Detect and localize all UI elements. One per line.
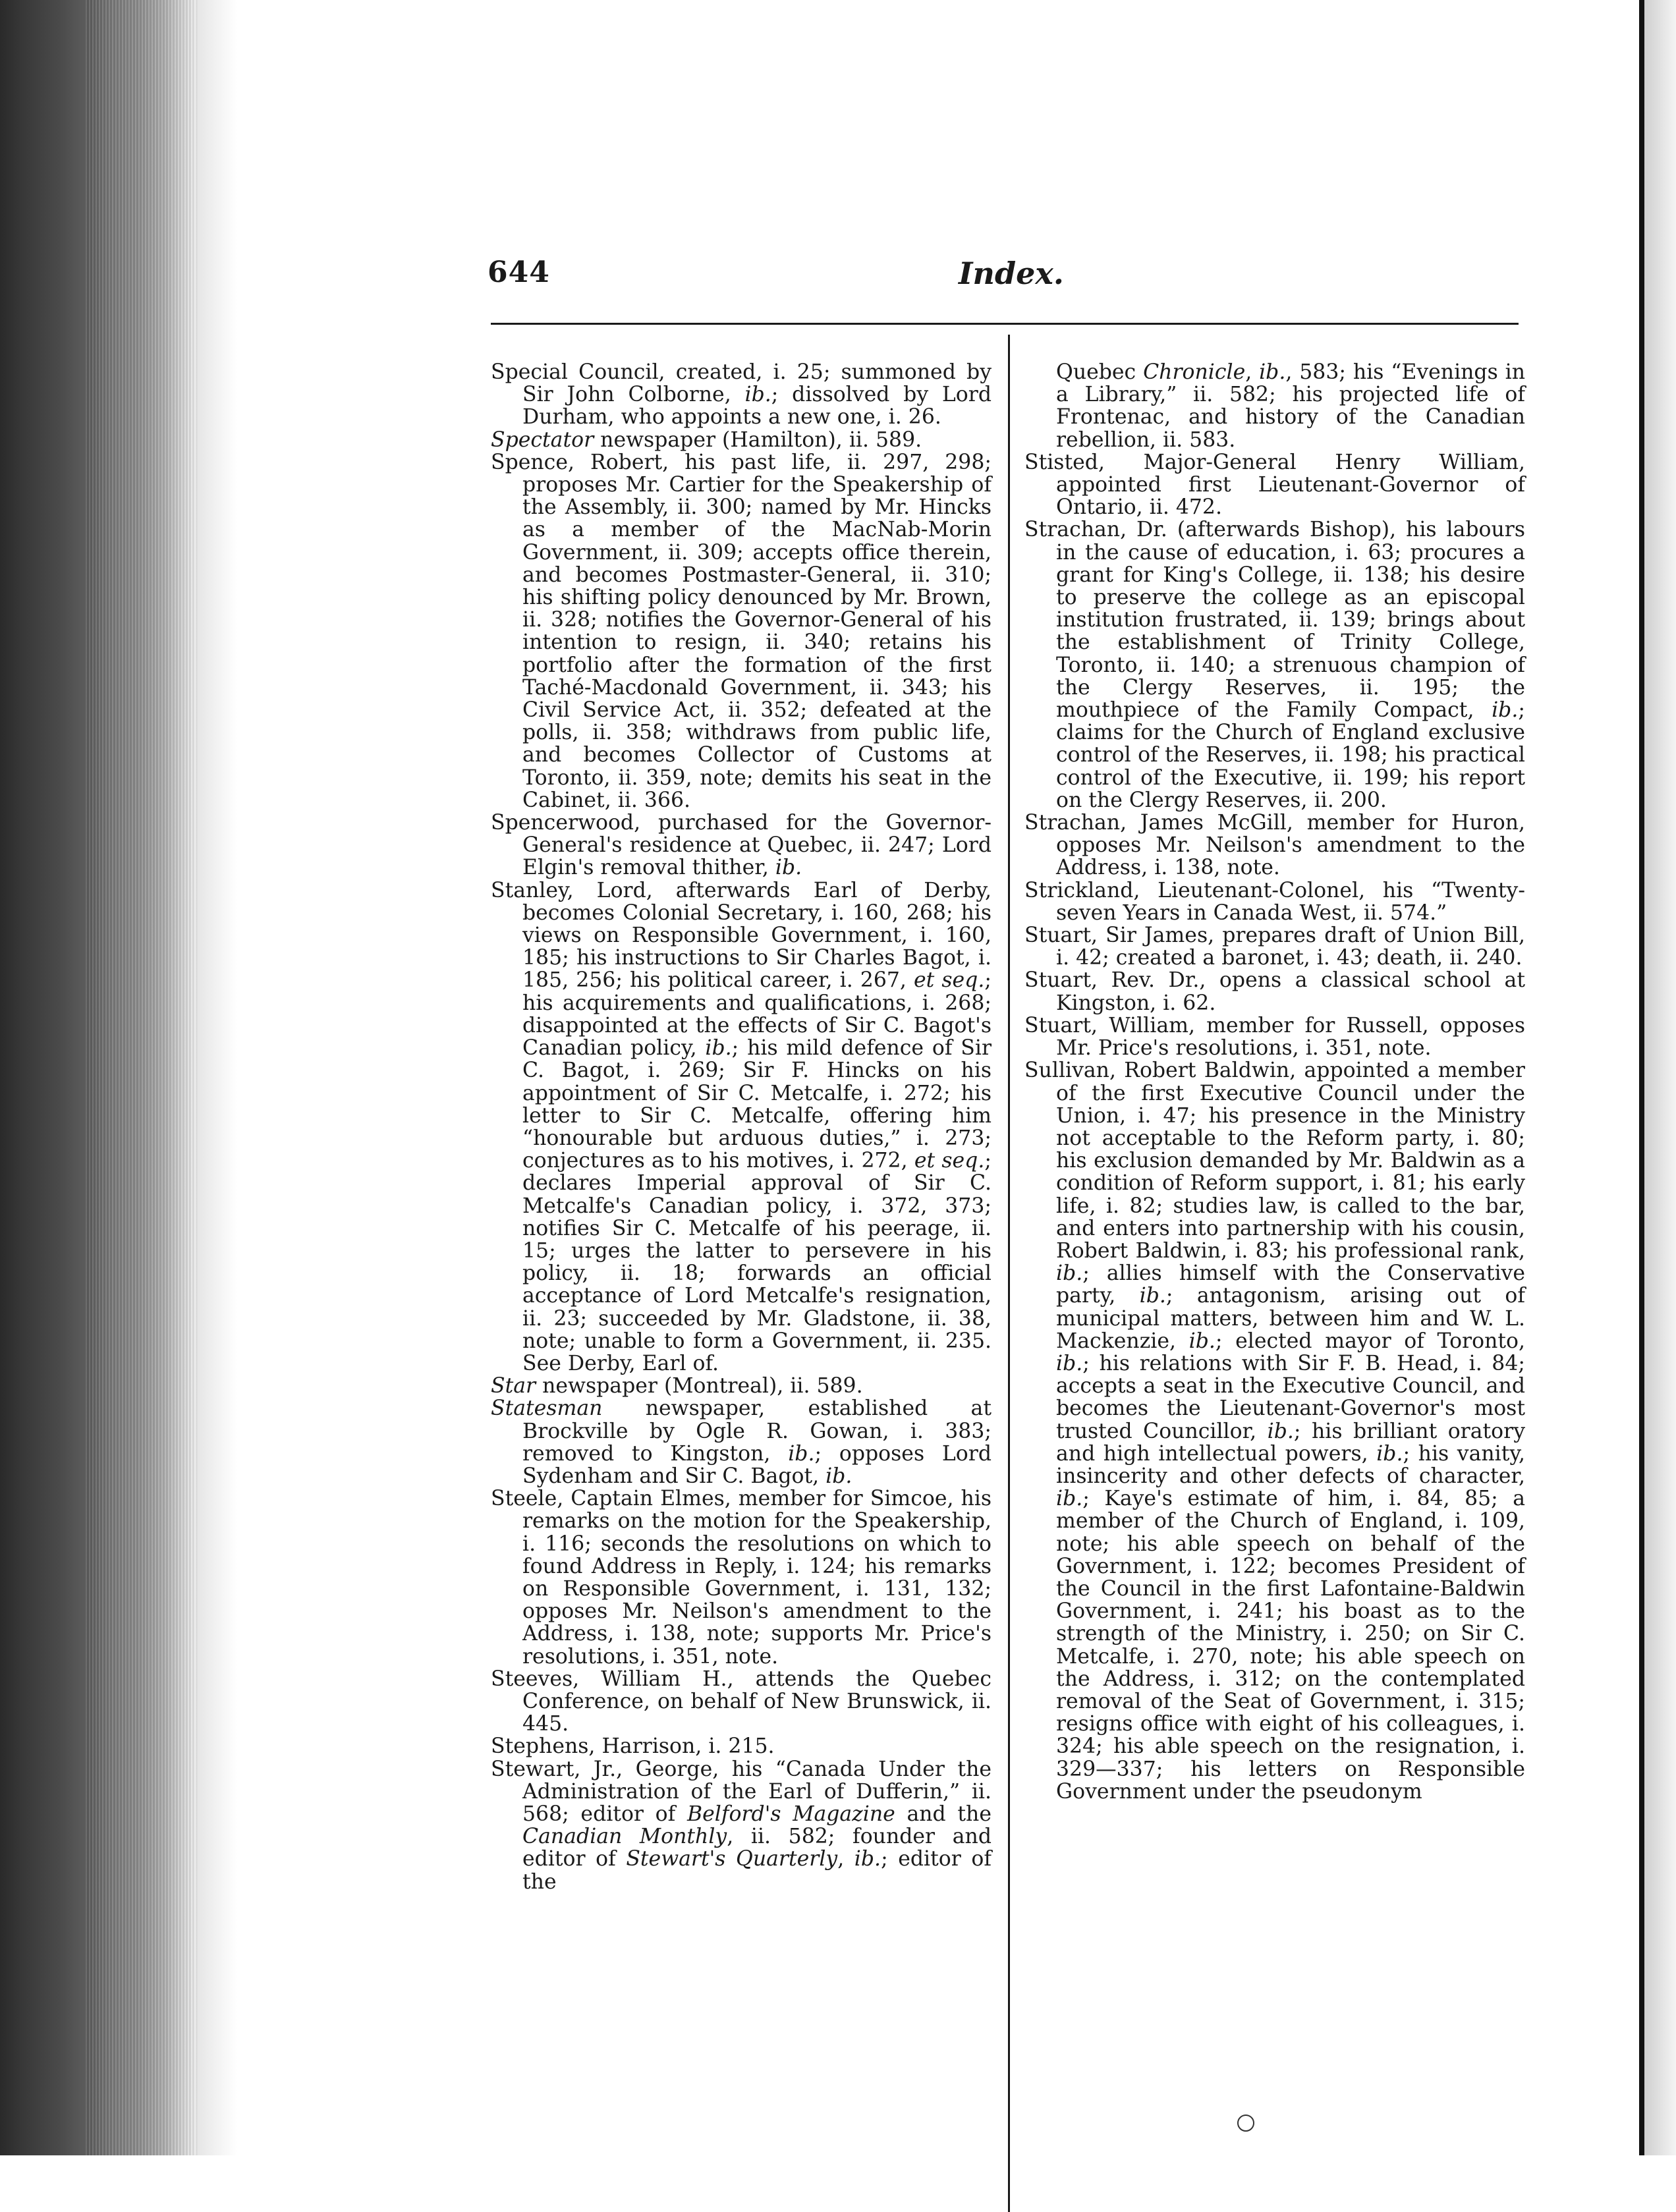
entry-text: and the [895,1802,992,1826]
italic-text: ib. [1056,1261,1083,1286]
entry-text: ; opposes Lord Sydenham and Sir C. Bagot, [522,1441,992,1488]
index-entry [491,361,992,429]
column-divider [1008,335,1010,2212]
index-entry [491,451,992,812]
index-entry [1024,518,1525,812]
italic-text: ib. [1267,1419,1294,1443]
italic-text: ib. [788,1441,815,1466]
entry-text: Special Council, created, i. 25; summoned by Sir John Colborne, [491,360,992,407]
index-entry [491,1375,992,1397]
italic-text: Statesman [491,1396,603,1421]
index-entry [491,812,992,879]
entry-text: ; his vanity, insincerity and other defects of character, [1056,1441,1525,1488]
italic-text: Chronicle [1143,360,1246,384]
entry-text: , [837,1847,854,1871]
index-entry [1024,1014,1525,1059]
italic-text: Canadian Monthly [522,1825,727,1849]
entry-text: Quebec [1056,360,1144,384]
index-column-right [1024,361,1525,1803]
entry-text: ; declares Imperial approval of Sir C. Metcalfe's Canadian policy, i. 372, 373; notifies Sir C. Metcalfe of his peerage, ii. 15; urges the latter to persevere in his policy, ii. 18; forwards an official acceptance of Lord Metcalfe's resignation, ii. 23; succeeded by Mr. Gladstone, ii. 38, note; unable to form a Government, ii. 235. See Derby, Earl of. [522,1149,992,1375]
entry-text: Stewart, Jr., George, his “Canada Under the Administration of the Earl of Dufferin,” ii. 568; editor of [491,1757,992,1826]
entry-text: , [1245,360,1260,384]
italic-text: et seq. [914,1149,985,1173]
italic-text: ib. [1056,1487,1083,1511]
italic-text: ib. [1492,698,1519,723]
italic-text: ib. [854,1847,881,1871]
index-entry [491,1735,992,1757]
entry-text: ; his relations with Sir F. B. Head, i. 84; accepts a seat in the Executive Council, and becomes the Lieutenant-Governor's most trusted Councillor, [1056,1351,1525,1443]
page-number: 644 [488,256,550,289]
entry-text: ; allies himself with the Conservative party, [1056,1261,1525,1308]
entry-text: newspaper (Hamilton), ii. 589. [594,428,922,452]
italic-text: Star [491,1374,536,1398]
italic-text: ib. [775,856,802,880]
italic-text: ib. [744,383,771,407]
entry-text: ; dissolved by Lord Durham, who appoints a new one, i. 26. [522,383,992,429]
index-entry [1024,812,1525,879]
entry-text: newspaper (Montreal), ii. 589. [536,1374,863,1398]
entry-text: Spence, Robert, his past life, ii. 297, 298; proposes Mr. Cartier for the Speakership of the Assembly, ii. 300; named by Mr. Hincks as a member of the MacNab-Morin Government, ii. 309; accepts office therein, and becomes Postmaster-General, ii. 310; his shifting policy denounced by Mr. Brown, ii. 328; notifies the Governor-General of his intention to resign, ii. 340; retains his portfolio after the formation of the first Taché-Macdonald Government, ii. 343; his Civil Service Act, ii. 352; defeated at the polls, ii. 358; withdraws from public life, and becomes Collector of Customs at Toronto, ii. 359, note; demits his seat in the Cabinet, ii. 366. [491,450,992,812]
italic-text: Stewart's Quarterly [626,1847,838,1871]
index-entry [491,1758,992,1893]
entry-text: Stuart, Sir James, prepares draft of Union Bill, i. 42; created a baronet, i. 43; death, ii. 240. [1024,924,1525,970]
entry-text: Spencerwood, purchased for the Governor-General's residence at Quebec, ii. 247; Lord Elgin's removal thither, [491,811,992,880]
entry-text: , 583; his “Evenings in a Library,” ii. 582; his projected life of Frontenac, and history of the Canadian rebellion, ii. 583. [1056,360,1525,452]
index-entry [491,1668,992,1736]
entry-text: ; Kaye's estimate of him, i. 84, 85; a member of the Church of England, i. 109, note; his able speech on behalf of the Government, i. 122; becomes President of the Council in the first Lafontaine-Baldwin Government, i. 241; his boast as to the strength of the Ministry, i. 250; on Sir C. Metcalfe, i. 270, note; his able speech on the Address, i. 312; on the contemplated removal of the Seat of Government, i. 315; resigns office with eight of his colleagues, i. 324; his able speech on the resignation, i. 329—337; his letters on Responsible Government under the pseudonym [1056,1487,1525,1804]
index-entry [1024,969,1525,1014]
italic-text: ib. [1056,1351,1083,1375]
entry-text: newspaper, established at Brockville by Ogle R. Gowan, i. 383; removed to Kingston, [522,1396,992,1466]
page-title: Index. [959,256,1064,291]
index-entry [1024,451,1525,519]
entry-text: Strachan, James McGill, member for Huron, opposes Mr. Neilson's amendment to the Address, i. 138, note. [1024,811,1525,880]
book-gutter [1639,0,1644,2155]
page-stack-lines [86,0,198,2155]
italic-text: ib. [1139,1284,1166,1308]
entry-text: Stuart, William, member for Russell, opposes Mr. Price's resolutions, i. 351, note. [1024,1013,1525,1061]
header-rule [491,323,1519,325]
index-entry [1024,361,1525,451]
index-column-left [491,361,992,1893]
entry-text: ; elected mayor of Toronto, [1215,1329,1526,1353]
entry-text: Stuart, Rev. Dr., opens a classical school at Kingston, i. 62. [1024,968,1525,1015]
scan-speck [1237,2115,1254,2132]
entry-text: Sullivan, Robert Baldwin, appointed a member of the first Executive Council under the Union, i. 47; his presence in the Ministry not acceptable to the Reform party, i. 80; his exclusion demanded by Mr. Baldwin as a condition of Reform support, i. 81; his early life, i. 82; studies law, is called to the bar, and enters into partnership with his cousin, Robert Baldwin, i. 83; his professional rank, [1024,1059,1525,1263]
entry-text: ; antagonism, arising out of municipal matters, between him and W. L. Mackenzie, [1056,1284,1525,1353]
index-entry [1024,1059,1525,1803]
italic-text: ib. [825,1464,852,1488]
entry-text: ; editor of the [522,1847,992,1894]
entry-text: Steeves, William H., attends the Quebec Conference, on behalf of New Brunswick, ii. 445. [491,1667,992,1736]
index-entry [1024,924,1525,969]
entry-text: Stephens, Harrison, i. 215. [491,1734,775,1759]
italic-text: Belford's Magazine [686,1802,895,1826]
entry-text: ; his brilliant oratory and high intellectual powers, [1056,1419,1525,1466]
facing-page-strip [1644,0,1676,2155]
index-entry [1024,879,1525,924]
italic-text: et seq. [914,968,985,993]
index-entry [491,429,992,451]
entry-text: Strickland, Lieutenant-Colonel, his “Twenty-seven Years in Canada West, ii. 574.” [1024,878,1525,925]
italic-text: ib. [1376,1441,1403,1466]
index-entry [491,879,992,1375]
page-shadow [198,0,237,2155]
entry-text: ; his mild defence of Sir C. Bagot, i. 269; Sir F. Hincks on his appointment of Sir C. Metcalfe, i. 272; his letter to Sir C. Metcalfe, offering him “honourable but arduous duties,” i. 273; conjectures as to his motives, i. 272, [522,1036,992,1173]
index-entry [491,1487,992,1668]
entry-text: Stisted, Major-General Henry William, appointed first Lieutenant-Governor of Ontario, ii. 472. [1024,450,1525,520]
entry-text: ; claims for the Church of England exclusive control of the Reserves, ii. 198; his practical control of the Executive, ii. 199; his report on the Clergy Reserves, ii. 200. [1056,698,1525,812]
index-entry [491,1397,992,1487]
entry-text: ; his acquirements and qualifications, i. 268; disappointed at the effects of Sir C. Bagot's Canadian policy, [522,968,992,1061]
entry-text: Steele, Captain Elmes, member for Simcoe, his remarks on the motion for the Speakership, i. 116; seconds the resolutions on which to found Address in Reply, i. 124; his remarks on Responsible Government, i. 131, 132; opposes Mr. Neilson's amendment to the Address, i. 138, note; supports Mr. Price's resolutions, i. 351, note. [491,1487,992,1669]
entry-text: , ii. 582; founder and editor of [522,1825,992,1871]
entry-text: Stanley, Lord, afterwards Earl of Derby, becomes Colonial Secretary, i. 160, 268; his views on Responsible Government, i. 160, 185; his instructions to Sir Charles Bagot, i. 185, 256; his political career, i. 267, [491,878,992,993]
running-head [488,256,1515,302]
italic-text: ib. [705,1036,732,1061]
entry-text: Strachan, Dr. (afterwards Bishop), his labours in the cause of education, i. 63; procures a grant for King's College, ii. 138; his desire to preserve the college as an episcopal institution frustrated, ii. 139; brings about the establishment of Trinity College, Toronto, ii. 140; a strenuous champion of the Clergy Reserves, ii. 195; the mouthpiece of the Family Compact, [1024,518,1525,723]
italic-text: ib. [1259,360,1286,384]
italic-text: Spectator [491,428,594,452]
italic-text: ib. [1188,1329,1215,1353]
